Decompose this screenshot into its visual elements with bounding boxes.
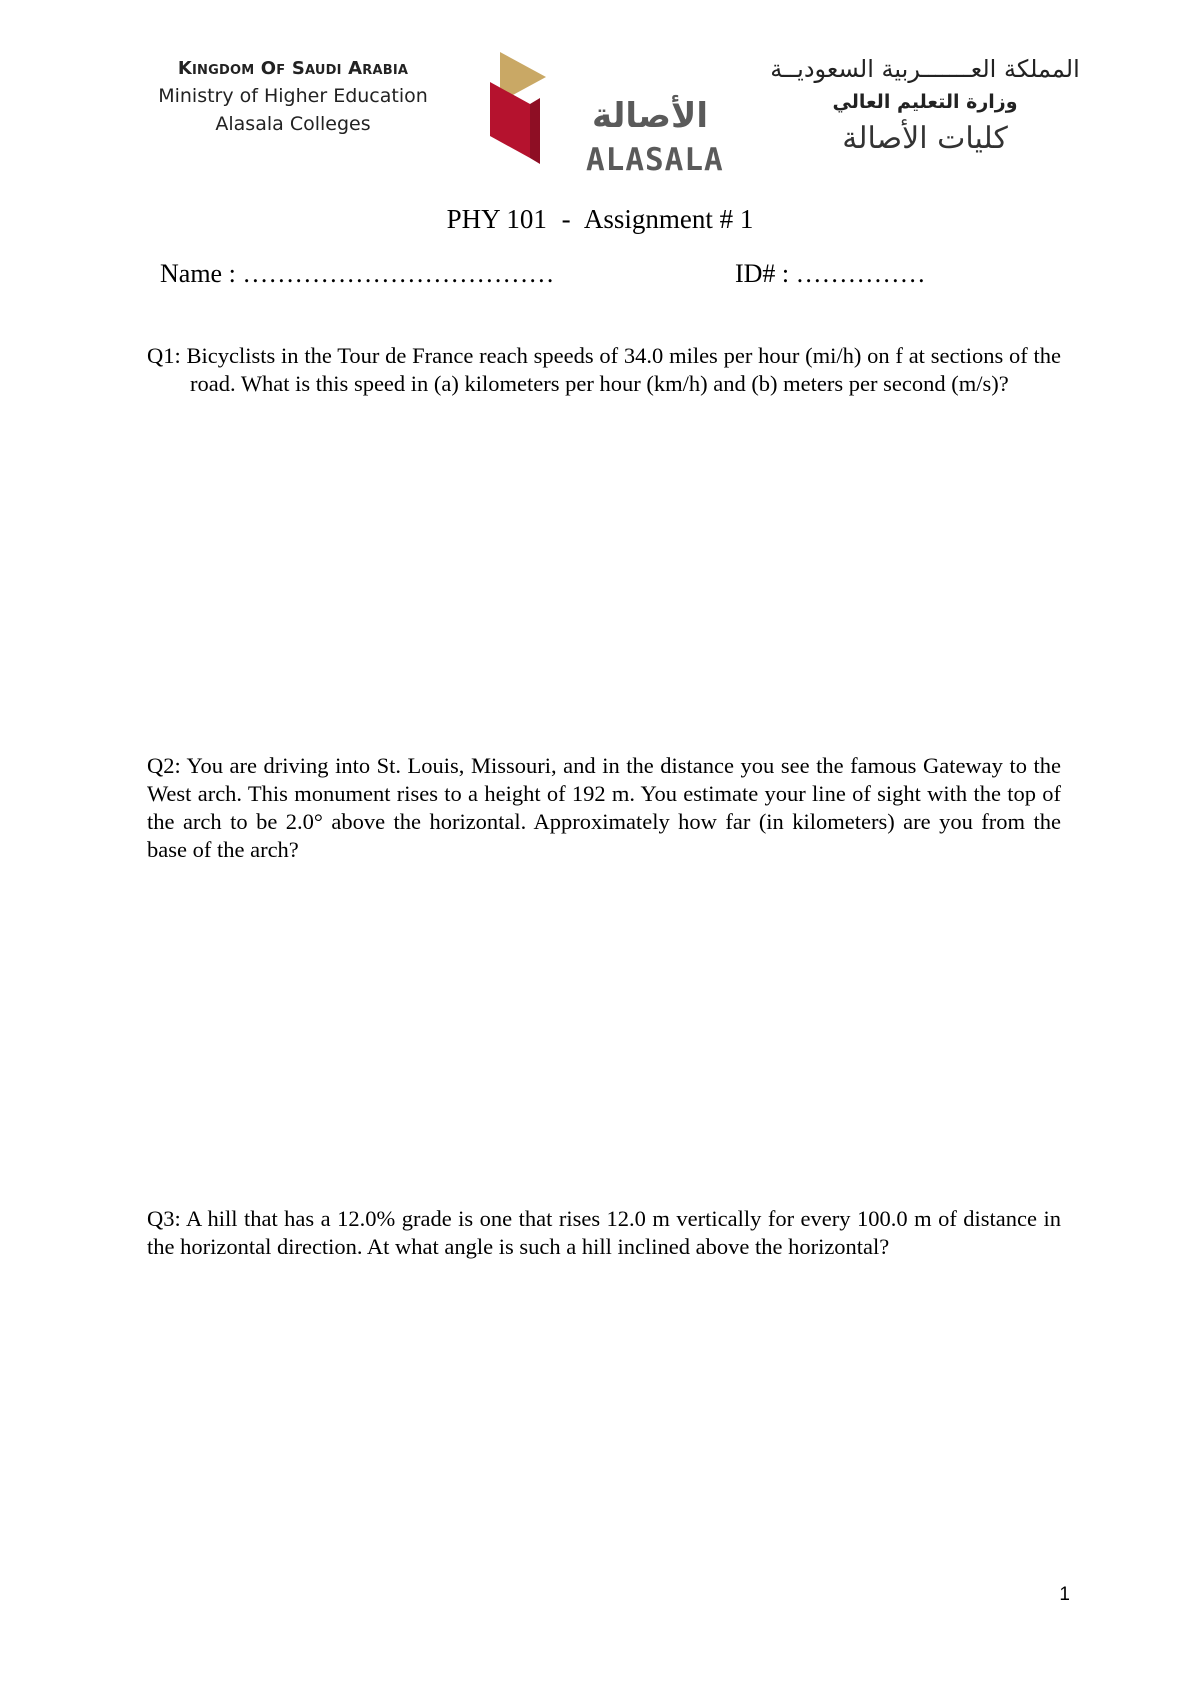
logo-english-wordmark: ALASALA: [586, 142, 724, 178]
course-code: PHY 101: [446, 204, 547, 234]
kingdom-name: Kingdom Of Saudi Arabia: [177, 58, 409, 79]
page-number: 1: [1059, 1584, 1070, 1605]
header-right-institution: [760, 52, 1090, 160]
name-field[interactable]: [160, 258, 554, 290]
name-label: Name :: [160, 259, 236, 288]
id-label: ID# :: [735, 259, 790, 288]
ministry-name: Ministry of Higher Education: [158, 85, 428, 107]
answer-space-2[interactable]: [147, 870, 1061, 1190]
assignment-number: Assignment # 1: [583, 204, 754, 234]
ministry-name-arabic: وزارة التعليم العالي: [832, 91, 1018, 113]
question-3: Q3: A hill that has a 12.0% grade is one that rises 12.0 m vertically for every 100.0 m of distance in the horizontal direction. At what angle is such a hill inclined above the horizontal?: [147, 1206, 1061, 1259]
id-field[interactable]: [735, 258, 926, 290]
logo-mark-icon: [490, 52, 590, 172]
logo-crimson-facet: [490, 82, 530, 158]
page-title: [0, 203, 1200, 235]
id-blank[interactable]: ……………: [795, 259, 926, 288]
college-name: Alasala Colleges: [215, 113, 371, 135]
logo-arabic-wordmark: الأصالة: [592, 96, 708, 136]
answer-space-1[interactable]: [147, 432, 1061, 732]
colleges-name-arabic: كليات الأصالة: [842, 121, 1008, 156]
answer-space-3[interactable]: [147, 1270, 1061, 1570]
question-2: Q2: You are driving into St. Louis, Missouri, and in the distance you see the famous Gateway to the West arch. This monument rises to a height of 192 m. You estimate your line of sight with the top of the arch to be 2.0° above the horizontal. Approximately how far (in kilometers) are you from the base of the arch?: [147, 753, 1061, 862]
header-left-institution: [148, 56, 438, 138]
name-blank[interactable]: ………………………………: [242, 259, 555, 288]
kingdom-name-arabic: المملكة العـــــــربية السعوديــة: [770, 55, 1080, 83]
alasala-logo: [490, 52, 724, 182]
title-separator: -: [561, 204, 571, 234]
logo-dark-facet: [530, 98, 540, 164]
question-1: Q1: Bicyclists in the Tour de France reach speeds of 34.0 miles per hour (mi/h) on f at sections of the road. What is this speed in (a) kilometers per hour (km/h) and (b) meters per second (m/s)?: [147, 343, 1061, 396]
